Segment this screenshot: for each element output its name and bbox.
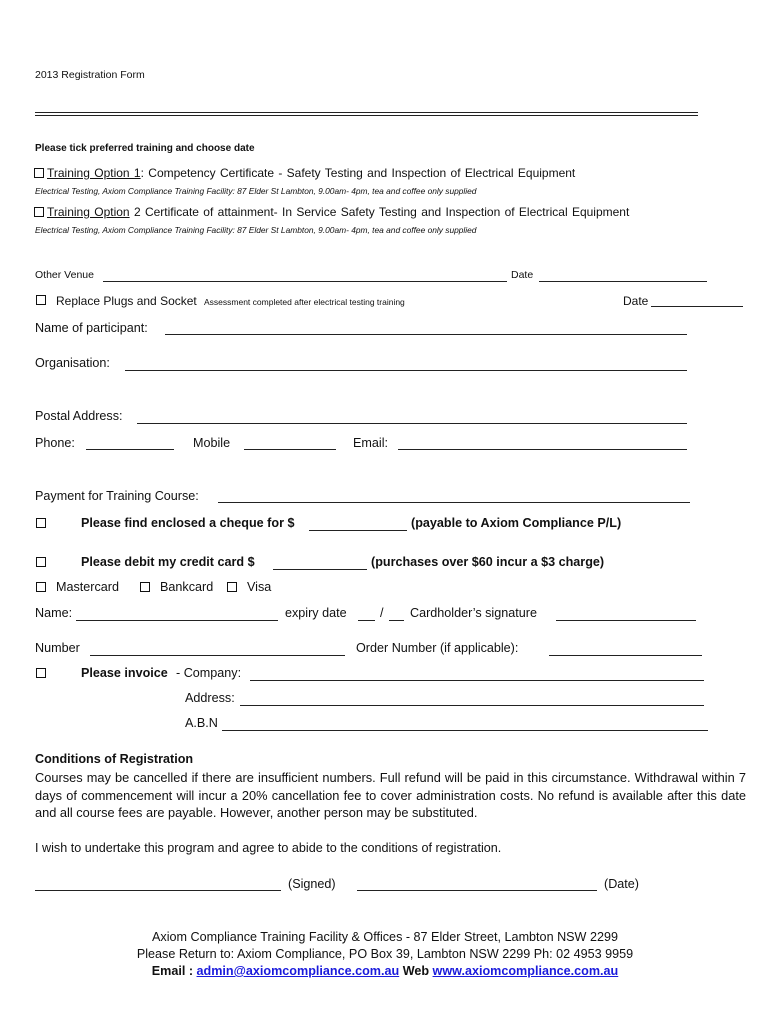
- cheque-payable-note: (payable to Axiom Compliance P/L): [411, 516, 622, 530]
- card-number-label: Number: [35, 641, 80, 655]
- bankcard-checkbox[interactable]: [140, 582, 150, 592]
- invoice-label: Please invoice: [81, 666, 168, 680]
- conditions-heading: Conditions of Registration: [35, 752, 194, 766]
- invoice-checkbox[interactable]: [36, 668, 46, 678]
- training-option-1-details: Electrical Testing, Axiom Compliance Training Facility: 87 Elder St Lambton, 9.00am- 4pm, tea and coffee only supplied: [35, 186, 477, 196]
- training-option-2-details: Electrical Testing, Axiom Compliance Training Facility: 87 Elder St Lambton, 9.00am- 4pm, tea and coffee only supplied: [35, 225, 477, 235]
- postal-address-field[interactable]: [137, 423, 687, 424]
- footer-address: Axiom Compliance Training Facility & Offices - 87 Elder Street, Lambton NSW 2299: [152, 930, 618, 944]
- credit-card-charge-note: (purchases over $60 incur a $3 charge): [371, 555, 605, 569]
- invoice-address-field[interactable]: [240, 705, 704, 706]
- postal-address-label: Postal Address:: [35, 409, 123, 423]
- cardholder-signature-field[interactable]: [556, 620, 696, 621]
- replace-plugs-date-label: Date: [623, 294, 649, 308]
- email-field[interactable]: [398, 449, 687, 450]
- footer-web-link[interactable]: www.axiomcompliance.com.au: [432, 964, 619, 978]
- cardholder-signature-label: Cardholder’s signature: [410, 606, 537, 620]
- mobile-field[interactable]: [244, 449, 336, 450]
- credit-card-amount-field[interactable]: [273, 569, 367, 570]
- other-venue-label: Other Venue: [35, 269, 94, 281]
- payment-label: Payment for Training Course:: [35, 489, 199, 503]
- cheque-label: Please find enclosed a cheque for $: [81, 516, 295, 530]
- expiry-month-field[interactable]: [358, 620, 375, 621]
- replace-plugs-checkbox[interactable]: [36, 295, 46, 305]
- expiry-label: expiry date: [285, 606, 347, 620]
- expiry-separator: /: [380, 606, 384, 620]
- cardholder-name-field[interactable]: [76, 620, 278, 621]
- order-number-label: Order Number (if applicable):: [356, 641, 519, 655]
- training-option-1-checkbox[interactable]: [34, 168, 44, 178]
- other-venue-field[interactable]: [103, 281, 507, 282]
- bankcard-label: Bankcard: [160, 580, 214, 594]
- other-venue-date-field[interactable]: [539, 281, 707, 282]
- visa-label: Visa: [247, 580, 272, 594]
- header-divider: [35, 112, 698, 116]
- training-option-2-checkbox[interactable]: [34, 207, 44, 217]
- order-number-field[interactable]: [549, 655, 702, 656]
- credit-card-checkbox[interactable]: [36, 557, 46, 567]
- form-title: 2013 Registration Form: [35, 69, 145, 81]
- phone-label: Phone:: [35, 436, 75, 450]
- participant-name-label: Name of participant:: [35, 321, 148, 335]
- date-label: (Date): [604, 877, 639, 891]
- mastercard-label: Mastercard: [56, 580, 119, 594]
- phone-field[interactable]: [86, 449, 174, 450]
- training-option-1: Training Option 1: Competency Certificate - Safety Testing and Inspection of Electrical Equipment: [47, 166, 576, 180]
- signature-date-field[interactable]: [357, 890, 597, 891]
- footer-web-label: Web: [402, 964, 430, 978]
- agreement-text: I wish to undertake this program and agree to abide to the conditions of registration.: [35, 841, 502, 855]
- replace-plugs-note: Assessment completed after electrical testing training: [204, 297, 405, 307]
- expiry-year-field[interactable]: [389, 620, 404, 621]
- participant-name-field[interactable]: [165, 334, 687, 335]
- visa-checkbox[interactable]: [227, 582, 237, 592]
- signature-field[interactable]: [35, 890, 281, 891]
- footer-return-address: Please Return to: Axiom Compliance, PO Box 39, Lambton NSW 2299 Ph: 02 4953 9959: [136, 947, 634, 961]
- instructions: Please tick preferred training and choose date: [35, 143, 255, 154]
- footer-email-link[interactable]: admin@axiomcompliance.com.au: [196, 964, 400, 978]
- other-venue-date-label: Date: [511, 269, 534, 281]
- card-number-field[interactable]: [90, 655, 345, 656]
- training-option-2-link[interactable]: Training Option: [47, 205, 130, 219]
- footer-contact: [0, 964, 770, 978]
- invoice-address-label: Address:: [185, 691, 235, 705]
- training-option-1-link[interactable]: Training Option 1: [47, 166, 141, 180]
- conditions-text: Courses may be cancelled if there are insufficient numbers. Full refund will be paid in this circumstance. Withdrawal within 7 days of commencement will incur a 20% cancellation fee to cover administration costs. No refund is available after this date and all course fees are payable. However, another person may be substituted.: [35, 770, 746, 821]
- payment-field[interactable]: [218, 502, 690, 503]
- mastercard-checkbox[interactable]: [36, 582, 46, 592]
- abn-field[interactable]: [222, 730, 708, 731]
- replace-plugs-label: Replace Plugs and Socket: [56, 294, 197, 308]
- cardholder-name-label: Name:: [35, 606, 73, 620]
- invoice-company-label: - Company:: [176, 666, 242, 680]
- organisation-label: Organisation:: [35, 356, 110, 370]
- invoice-company-field[interactable]: [250, 680, 704, 681]
- mobile-label: Mobile: [193, 436, 231, 450]
- cheque-checkbox[interactable]: [36, 518, 46, 528]
- organisation-field[interactable]: [125, 370, 687, 371]
- replace-plugs-date-field[interactable]: [651, 306, 743, 307]
- signed-label: (Signed): [288, 877, 336, 891]
- email-label: Email:: [353, 436, 388, 450]
- cheque-amount-field[interactable]: [309, 530, 407, 531]
- credit-card-label: Please debit my credit card $: [81, 555, 255, 569]
- training-option-2: Training Option 2 Certificate of attainment- In Service Safety Testing and Inspection of Electrical Equipment: [47, 205, 630, 219]
- abn-label: A.B.N: [185, 716, 218, 730]
- footer-email-label: Email :: [151, 964, 194, 978]
